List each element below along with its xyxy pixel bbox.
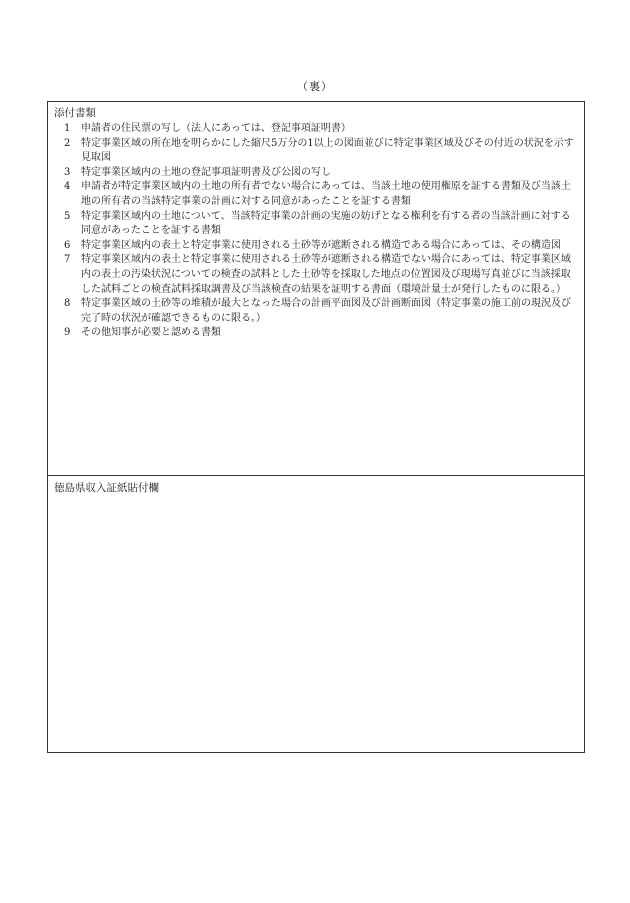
attachment-item-text: 特定事業区域内の土地の登記事項証明書及び公図の写し (81, 166, 331, 178)
revenue-stamp-section (48, 476, 584, 752)
attachment-item-number: 5 (64, 210, 71, 222)
attachment-item-number: 2 (64, 137, 71, 149)
attachment-item-text: 特定事業区域の所在地を明らかにした縮尺5万分の1以上の図面並びに特定事業区域及びその付近の状況を示す見取図 (81, 137, 574, 164)
attachment-item-number: 8 (64, 298, 71, 310)
attachment-item-text: その他知事が必要と認める書類 (81, 327, 221, 339)
attachment-item-text: 特定事業区域内の表土と特定事業に使用される土砂等が遮断される構造でない場合にあっては、特定事業区域内の表土の汚染状況についての検査の試料とした土砂等を採取した地点の位置図及び現場写真並びに当該採取した試料ごとの検査試料採取調書及び当該検査の結果を証明する書面（環境計量士が発行したものに限る。） (81, 254, 571, 295)
attachment-item (54, 253, 578, 297)
attachments-section (48, 102, 584, 476)
attachment-item-number: 4 (64, 181, 71, 193)
attachment-item (54, 239, 578, 254)
attachment-item-number: 1 (64, 123, 71, 134)
attachment-item (54, 210, 578, 239)
attachment-item-number: 3 (64, 166, 71, 178)
attachment-item-text: 申請者の住民票の写し（法人にあっては、登記事項証明書） (81, 123, 351, 134)
attachment-item (54, 326, 578, 341)
attachment-item-number: 9 (64, 327, 71, 339)
attachment-item-number: 6 (64, 239, 71, 251)
revenue-stamp-title: 徳島県収入証紙貼付欄 (54, 482, 159, 494)
attachment-item (54, 122, 578, 137)
page-side-label: （裏） (297, 80, 333, 93)
attachments-list (54, 122, 578, 341)
form-frame (47, 101, 585, 753)
attachment-item-text: 特定事業区域内の土地について、当該特定事業の計画の実施の妨げとなる権利を有する者の当該計画に対する同意があったことを証する書類 (81, 210, 571, 237)
attachment-item-text: 特定事業区域内の表土と特定事業に使用される土砂等が遮断される構造である場合にあっては、その構造図 (81, 239, 561, 251)
attachments-title: 添付書類 (54, 107, 96, 119)
attachment-item (54, 180, 578, 209)
attachment-item-text: 特定事業区域の土砂等の堆積が最大となった場合の計画平面図及び計画断面図（特定事業の施工前の現況及び完了時の状況が確認できるものに限る。） (81, 298, 571, 324)
attachment-item (54, 137, 578, 166)
attachment-item (54, 166, 578, 181)
attachment-item-number: 7 (64, 254, 71, 266)
attachment-item-text: 申請者が特定事業区域内の土地の所有者でない場合にあっては、当該土地の使用権原を証する書類及び当該土地の所有者の当該特定事業の計画に対する同意があったことを証する書類 (81, 181, 571, 207)
attachment-item (54, 297, 578, 326)
